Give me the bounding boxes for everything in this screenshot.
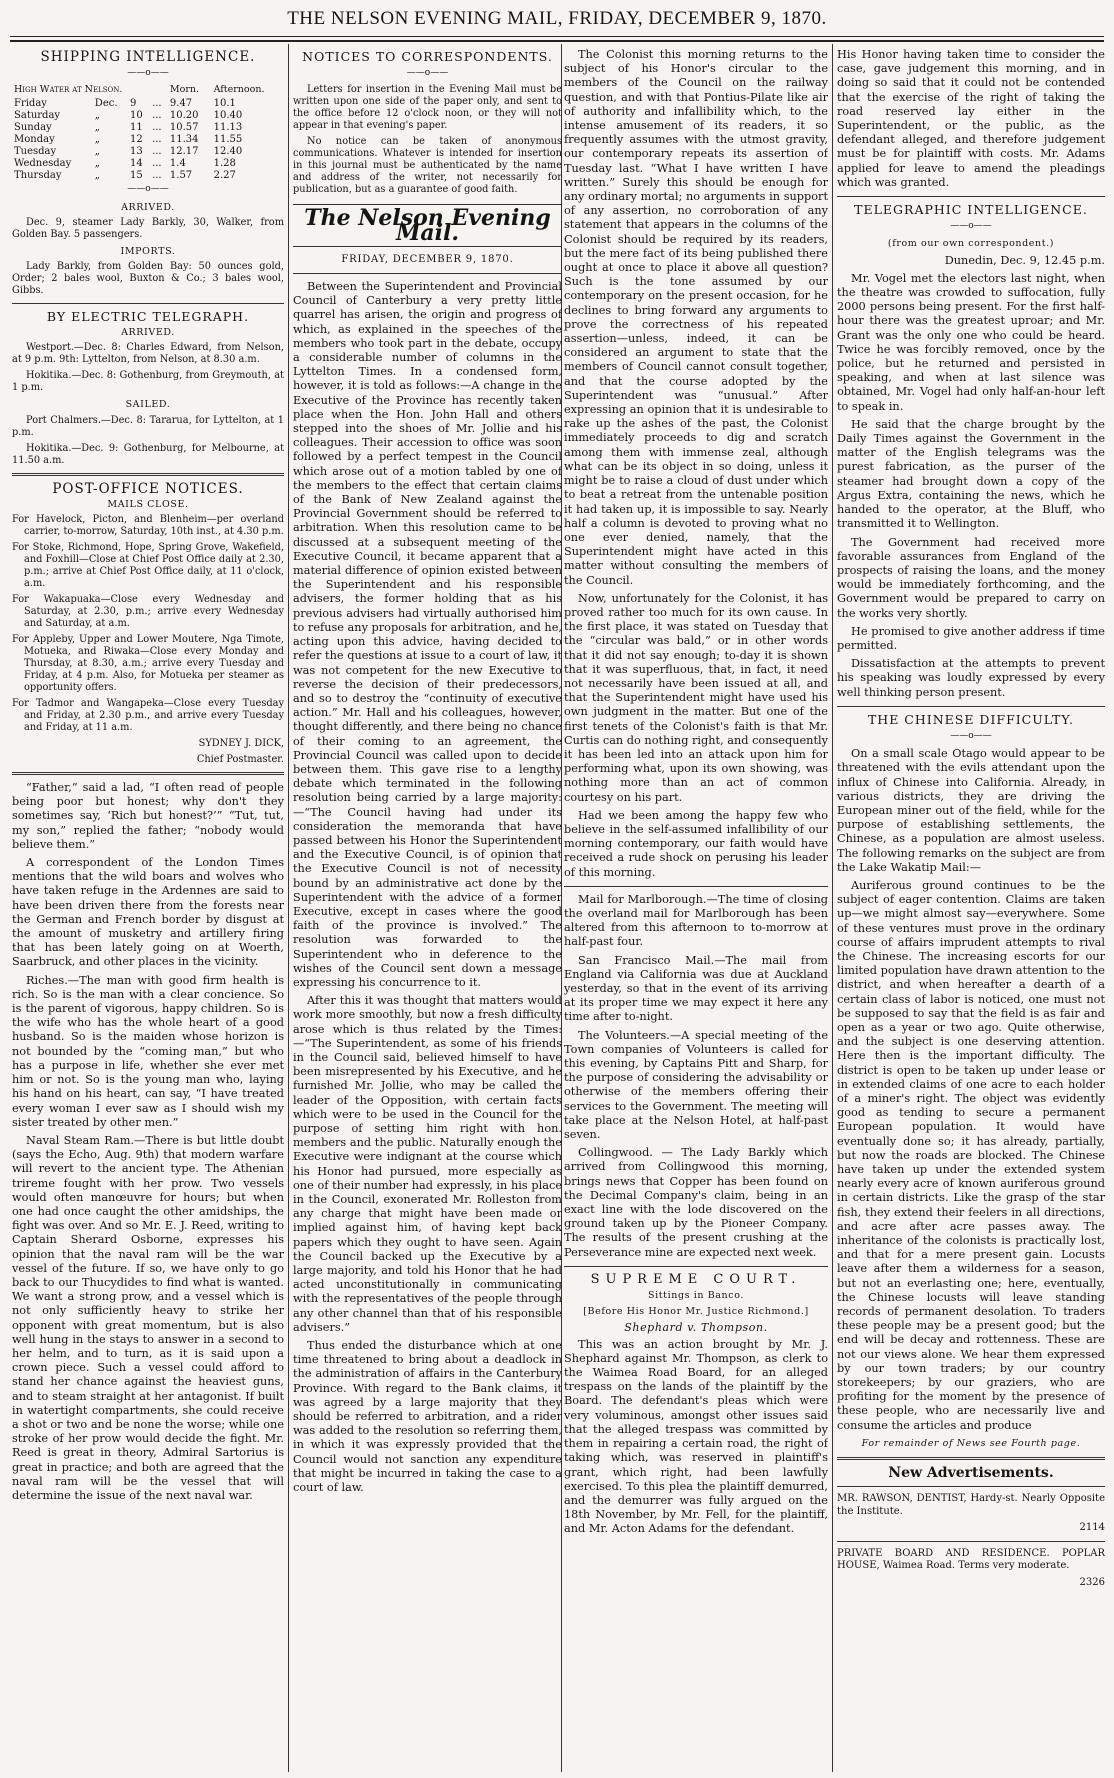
tide-cell: 12.17 <box>169 146 199 158</box>
column-divider <box>832 44 833 1772</box>
tide-cell: 10.40 <box>213 110 243 122</box>
paragraph: The Government had received more favorable assurances from England of the prospects of raising the loans, and the money would be immediately forthcoming, and the Government would be prepared to carry on the works very shortly. <box>837 535 1105 620</box>
tide-cell: 2.27 <box>213 170 236 182</box>
tide-table <box>12 84 284 182</box>
telegraphic-dateline: Dunedin, Dec. 9, 12.45 p.m. <box>944 253 1105 267</box>
tide-cell: 14 <box>130 158 143 170</box>
paragraph: Naval Steam Ram.—There is but little doubt (says the Echo, Aug. 9th) that modern warfare will revert to the ancient type. The Athenian trireme fought with her prow. Two vessels would often manœuvre for hours; but when one had once caught the other amidships, the fight was over. And so Mr. E. J. Reed, writing to Captain Sherard Osborne, expresses his opinion that the naval ram will be the war vessel of the future. If so, we have only to go back to our Thucydides to find what is wanted. We want a strong prow, and a vessel which is not only sufficiently heavy to strike her opponent with great momentum, but is also well hung in the stays to answer in a second to her helm, and to turn, as it is said upon a crown piece. Such a vessel could afford to stand her chance against the heaviest guns, and to steam straight at her antagonist. If built in watertight compartments, she could receive a shot or two and be none the worse; while one stroke of her prow would decide the fight. Mr. Reed is great in theory, Admiral Sartorius is great in practice; and both are agreed that the naval ram will be the vessel that will determine the issue of the next naval war. <box>12 1133 284 1502</box>
tide-row <box>12 122 284 134</box>
tide-row <box>12 146 284 158</box>
tide-cell: ... <box>152 146 162 158</box>
tide-cell: Sunday <box>14 122 52 134</box>
news-item: Mail for Marlborough.—The time of closing the overland mail for Marlborough has been altered from this afternoon to to-morrow at half-past four. <box>564 892 828 949</box>
divider <box>837 1486 1105 1487</box>
ad-dentist: MR. RAWSON, DENTIST, Hardy-st. Nearly Opposite the Institute. <box>837 1493 1105 1517</box>
court-case: Shephard v. Thompson. <box>624 1321 768 1335</box>
paragraph: Between the Superintendent and Provincial Council of Canterbury a very pretty little quarrel has arisen, the origin and progress of which, as explained in the speeches of the members who took part in the debate, occupy a considerable number of columns in the Lyttelton Times. In a condensed form, however, it is told as follows:—A change in the Executive of the Province has recently taken place when the Hon. John Hall and others stepped into the shoes of Mr. Jollie and his colleagues. Their accession to office was soon followed by a perfect tempest in the Council which arose out of a motion tabled by one of the members to the effect that certain claims of the Bank of New Zealand against the Provincial Government should be referred to arbitration. When this resolution came to be discussed at a subsequent meeting of the Executive Council, it became apparent that a material difference of opinion existed between the Superintendent and his responsible advisers, the former holding that as his previous advisers had virtually authorised him to refuse any proposals for arbitration, and he, acting upon this advice, having decided to refer the questions at issue to a court of law, it was not competent for the new Executive to reverse the decision of their predecessors, and so to destroy the “continuity of executive action.” Mr. Hall and his colleagues, however, thought differently, and there being no chance of their coming to an agreement, the Provincial Council was called upon to decide between them. This gave rise to a lengthy debate which terminated in the following resolution being carried by a large majority:—“The Council having had under its consideration the memoranda that have passed between his Honor the Superintendent and the Executive Council, is of opinion that the Executive Council is not of necessity bound by an administrative act done by the Superintendent with the advice of a former Executive, except in cases where the good faith of the province is involved.” The resolution was forwarded to the Superintendent who in deference to the wishes of the Council sent down a message expressing his concurrence to it. <box>293 280 562 989</box>
tide-cell: „ <box>94 122 100 134</box>
tide-cell: ... <box>152 134 162 146</box>
court-before: [Before His Honor Mr. Justice Richmond.] <box>583 1306 809 1318</box>
column-3 <box>564 48 828 1773</box>
column-4 <box>837 48 1105 1773</box>
divider <box>837 706 1105 707</box>
tide-cell: ... <box>152 158 162 170</box>
court-sittings: Sittings in Banco. <box>648 1290 744 1302</box>
divider <box>837 1541 1105 1542</box>
divider <box>12 772 284 775</box>
ads-title: New Advertisements. <box>888 1465 1054 1482</box>
ad-board: PRIVATE BOARD AND RESIDENCE. POPLAR HOUSE, Waimea Road. Terms very moderate. <box>837 1547 1105 1572</box>
divider <box>293 273 562 274</box>
tide-row <box>12 158 284 170</box>
paragraph: Dissatisfaction at the attempts to prevent his speaking was loudly expressed by every well thinking person present. <box>837 657 1105 699</box>
masthead-rule <box>10 36 1104 37</box>
paragraph: Auriferous ground continues to be the subject of eager contention. Claims are taken up—we might almost say—everywhere. Some of these ventures must prove in the ordinary course of affairs imprudent attempts to rival the Chinese. The increasing escorts for our limited population have drawn attention to the district, and when hereafter a dearth of a certain class of labor is noticed, one must not be supposed to say that the field is as fair and open as a year or two ago. Quite otherwise, and the subject is one deserving attention. Here then is the important difficulty. The district is open to be taken up under lease or in extended claims of one acre to each holder of a miner's right. The object was evidently good as tending to secure a permanent European population. It would have eventually done so; it has already, partially, but now the roads are blocked. The Chinese have taken up under the extended system nearly every acre of known auriferous ground in certain districts. Like the grasp of the star fish, they extend their feelers in all directions, and acre after acre passes away. The inheritance of the colonists is practically lost, and that for a mere present gain. Locusts leave after them a wilderness for a season, but not an everlasting one; here, eventually, the Chinese locusts will leave standing records of permanent desolation. To traders these people may be a present good; but the end will be decay and rottenness. These are not our views alone. We hear them expressed by our town traders; by our country storekeepers; by our graziers, who are profiting for the moment by the presence of these people, who are necessarily live and consume the articles and produce <box>837 878 1105 1432</box>
column-divider <box>288 44 289 1772</box>
divider <box>837 1457 1105 1460</box>
tide-cell: 12 <box>130 134 143 146</box>
ad-number: 2326 <box>1079 1576 1105 1588</box>
telegraphic-source: (from our own correspondent.) <box>887 238 1055 250</box>
sailed-item: Hokitika.—Dec. 9: Gothenburg, for Melbourne, at 11.50 a.m. <box>12 442 284 466</box>
tel-arrived-item: Westport.—Dec. 8: Charles Edward, from Nelson, at 9 p.m. 9th: Lyttelton, from Nelson, at 8.30 a.m. <box>12 342 284 366</box>
masthead: THE NELSON EVENING MAIL, FRIDAY, DECEMBER 9, 1870. <box>287 8 827 29</box>
dash-ornament: ——o—— <box>127 68 169 79</box>
paragraph: He said that the charge brought by the Daily Times against the Government in the matter of the English telegrams was the purest fabrication, as the purser of the steamer had brought down a copy of the Argus Extra, containing the news, which he handed to the operator, at the Bluff, who transmitted it to Wellington. <box>837 417 1105 531</box>
tide-row <box>12 98 284 110</box>
tide-cell: „ <box>94 158 100 170</box>
tide-cell: ... <box>152 110 162 122</box>
notice: No notice can be taken of anonymous communications. Whatever is intended for insertion in this journal must be authenticated by the name and address of the writer, not necessarily for publication, but as a guarantee of good faith. <box>293 136 562 196</box>
mail-item: For Havelock, Picton, and Blenheim—per overland carrier, to-morrow, Saturday, 10th inst., at 4.30 p.m. <box>12 514 284 538</box>
shipping-title: SHIPPING INTELLIGENCE. <box>40 49 256 65</box>
sailed-label: SAILED. <box>125 399 171 411</box>
tide-cell: 10.20 <box>169 110 199 122</box>
dash-ornament: ——o—— <box>406 68 449 79</box>
mail-item: For Stoke, Richmond, Hope, Spring Grove, Wakefield, and Foxhill—Close at Chief Post Office daily at 2.30, p.m.; arrive at Chief Post Office daily, at 11 o'clock, a.m. <box>12 542 284 590</box>
tide-cell: 11.34 <box>169 134 199 146</box>
paragraph: After this it was thought that matters would work more smoothly, but now a fresh difficulty arose which is thus related by the Times:—“The Superintendent, as some of his friends in the Council said, believed himself to have been misrepresented by his Executive, and he furnished Mr. Jollie, who may be called the leader of the Opposition, with certain facts which were to be used in the Council for the purpose of setting him right with hon. members and the public. Naturally enough the Executive were indignant at the course which his Honor had pursued, more especially as one of their number had expressly, in his place in the Council, exonerated Mr. Rolleston from any charge that might have been made or implied against him, of having kept back papers which they ought to have seen. Again the Council backed up the Executive by a large majority, and told his Honor that he had acted unconstitutionally in communicating with the representatives of the people through any other channel than that of his responsible advisers.” <box>293 994 562 1334</box>
tide-cell: 1.28 <box>213 158 236 170</box>
tide-cell: 12.40 <box>213 146 243 158</box>
divider <box>12 473 284 476</box>
imports-label: IMPORTS. <box>120 245 176 257</box>
sailed-item: Port Chalmers.—Dec. 8: Tararua, for Lyttelton, at 1 p.m. <box>12 414 284 438</box>
dash-ornament: ——o—— <box>127 184 169 195</box>
paragraph: Had we been among the happy few who believe in the self-assumed infallibility of our morning contemporary, our faith would have received a rude shock on perusing his leader of this morning. <box>564 808 828 879</box>
tide-cell: „ <box>94 134 100 146</box>
paragraph: Thus ended the disturbance which at one time threatened to bring about a deadlock in the administration of affairs in the Canterbury Province. With regard to the Bank claims, it was agreed by a large majority that they should be referred to arbitration, and a rider was added to the resolution so referring them, in which it was expressly provided that the Council would not sanction any expenditure that might be incurred in taking the case to a court of law. <box>293 1339 562 1495</box>
signer: SYDNEY J. DICK, <box>198 738 284 750</box>
tide-cell: 11.13 <box>213 122 243 134</box>
tide-cell: 9 <box>130 98 137 110</box>
tide-row <box>12 110 284 122</box>
flag-title: The Nelson Evening Mail. <box>293 204 562 246</box>
tide-cell: 1.4 <box>169 158 186 170</box>
tide-cell: 10.1 <box>213 98 236 110</box>
column-2 <box>293 48 562 1773</box>
tide-cell: „ <box>94 170 100 182</box>
mails-close-label: MAILS CLOSE. <box>107 498 189 510</box>
mail-item: For Tadmor and Wangapeka—Close every Tuesday and Friday, at 2.30 p.m., and arrive every Tuesday and Friday, at 11 a.m. <box>12 698 284 734</box>
court-continued: His Honor having taken time to consider the case, gave judgement this morning, and in doing so said that it could not be contended that the exercise of the right of taking the road reserved lay either in the Superintendent, or the public, as the defendant alleged, and therefore judgement must be for plaintiff with costs. Mr. Adams applied for leave to amend the pleadings which was granted. <box>837 48 1105 189</box>
tide-cell: Dec. <box>94 98 118 110</box>
tide-header: Morn. <box>169 84 200 96</box>
tide-cell: 10.57 <box>169 122 199 134</box>
divider <box>564 886 828 887</box>
paragraph: On a small scale Otago would appear to be threatened with the evils attendant upon the influx of Chinese into California. Already, in various districts, they are driving the European miner out of the field, while for the purpose of establishing settlements, the Chinese, as a population are almost useless. The following remarks on the subject are from the Lake Wakatip Mail:— <box>837 747 1105 874</box>
tide-cell: ... <box>152 122 162 134</box>
tide-cell: Tuesday <box>14 146 57 158</box>
paragraph: Now, unfortunately for the Colonist, it has proved rather too much for its own cause. In the first place, it was stated on Tuesday that the “circular was bald,” or in other words that it did not say enough; to-day it is shown that it was superfluous, that, in fact, it need not necessarily have been issued at all, and that the Superintendent might have used his own judgment in the matter. But one of the first tenets of the Colonist's faith is that Mr. Curtis can do nothing right, and consequently it has been led into an attack upon him for performing what, upon its own showing, was nothing more than an act of common courtesy on his part. <box>564 591 828 804</box>
tel-arrived-label: ARRIVED. <box>121 327 175 339</box>
tide-cell: 15 <box>130 170 143 182</box>
tide-header-row <box>12 84 284 98</box>
tide-cell: Saturday <box>14 110 61 122</box>
paragraph: Mr. Vogel met the electors last night, when the theatre was crowded to suffocation, fully 2000 persons being present. For the first half-hour there was the greatest uproar; and Mr. Grant was the only one who could be heard. Twice he was forcibly removed, once by the police, but he returned and persisted in speaking, and when at last silence was obtained, Mr. Vogel had only half-an-hour left to speak in. <box>837 271 1105 413</box>
postoffice-title: POST-OFFICE NOTICES. <box>52 480 244 497</box>
dash-ornament: ——o—— <box>950 730 992 741</box>
court-title: SUPREME COURT. <box>590 1271 802 1287</box>
dash-ornament: ——o—— <box>950 221 992 232</box>
chinese-title: THE CHINESE DIFFICULTY. <box>867 711 1075 727</box>
tide-cell: 9.47 <box>169 98 193 110</box>
news-item: The Volunteers.—A special meeting of the Town companies of Volunteers is called for this evening, by Captains Pitt and Sharp, for the purpose of considering the advisability or otherwise of the members offering their services to the Government. The meeting will take place at the Nelson Hotel, at half-past seven. <box>564 1028 828 1142</box>
ad-number: 2114 <box>1079 1522 1105 1534</box>
arrived-label: ARRIVED. <box>121 201 175 213</box>
tide-cell: Monday <box>14 134 55 146</box>
mail-item: For Wakapuaka—Close every Wednesday and Saturday, at 2.30, p.m.; arrive every Wednesday and Saturday, at a.m. <box>12 594 284 630</box>
masthead-rule-double <box>10 40 1104 42</box>
column-1 <box>12 48 284 1773</box>
tide-header: High Water at Nelson. <box>14 84 123 96</box>
divider <box>837 196 1105 197</box>
tide-cell: Thursday <box>14 170 62 182</box>
tide-cell: ... <box>152 170 162 182</box>
tide-cell: 11 <box>130 122 143 134</box>
divider <box>12 303 284 304</box>
signer-title: Chief Postmaster. <box>196 754 284 766</box>
divider <box>564 1266 828 1267</box>
news-item: Collingwood. — The Lady Barkly which arrived from Collingwood this morning, brings news that Copper has been found on the Decimal Company's claim, being in an exact line with the lode discovered on the ground taken up by the Pioneer Company. The results of the present crushing at the Perseverance mine are expected next week. <box>564 1146 828 1259</box>
remainder-note: For remainder of News see Fourth page. <box>861 1437 1081 1449</box>
tide-row <box>12 170 284 182</box>
telegraphic-title: TELEGRAPHIC INTELLIGENCE. <box>854 202 1088 218</box>
tide-cell: 13 <box>130 146 143 158</box>
tel-arrived-item: Hokitika.—Dec. 8: Gothenburg, from Greymouth, at 1 p.m. <box>12 370 284 394</box>
dateline: FRIDAY, DECEMBER 9, 1870. <box>341 253 514 265</box>
paragraph: “Father,” said a lad, “I often read of people being poor but honest; why don't they sometimes say, ‘Rich but honest?’” “Tut, tut, my son,” replied the father; “nobody would believe them.” <box>12 781 284 851</box>
arrived-text: Dec. 9, steamer Lady Barkly, 30, Walker, from Golden Bay. 5 passengers. <box>12 216 284 240</box>
tide-cell: ... <box>152 98 162 110</box>
paragraph: Riches.—The man with good firm health is rich. So is the man with a clear concience. So is the parent of vigorous, happy children. So is the wife who has the whole heart of a good husband. So is the maiden whose horizon is not bounded by the “coming man,” but who has a purpose in life, whether she ever met him or not. So is the young man who, laying his hand on his heart, can say, “I have treated every woman I ever saw as I should wish my sister treated by other men.” <box>12 973 284 1129</box>
tide-cell: „ <box>94 146 100 158</box>
paragraph: The Colonist this morning returns to the subject of his Honor's circular to the members of the Council on the railway question, and with that Pontius-Pilate like air of authority and infallibility which, to the intense amusement of its readers, it so frequently assumes with the utmost gravity, our contemporary repeats its assertion of Tuesday last. “What I have written I have written.” Surely this should be enough for any ordinary mortal; no arguments in support of any assertion, no corroboration of any statement that appears in the columns of the Colonist should be required by its readers, but the mere fact of its being published there ought at once to place it above all question? Such is the tone assumed by our contemporary on the present occasion, for he declines to bring forward any arguments to prove the correctness of his repeated assertion—unless, indeed, it can be considered an argument to state that the members of Council cannot consult together, and that the course adopted by the Superintendent was “unusual.” After expressing an opinion that it is undesirable to rake up the ashes of the past, the Colonist immediately proceeds to dig and scratch among them with immense zeal, although what can be its object in so doing, unless it might be to raise a cloud of dust under which to beat a retreat from the untenable position it had taken up, it is impossible to say. Nearly half a column is devoted to proving what no one ever denied, namely, that the Superintendent might have acted in this matter without consulting the members of the Council. <box>564 48 828 587</box>
tide-cell: Wednesday <box>14 158 72 170</box>
tide-header: Afternoon. <box>213 84 265 96</box>
tide-cell: 11.55 <box>213 134 243 146</box>
notices-title: NOTICES TO CORRESPONDENTS. <box>302 49 553 64</box>
tide-cell: „ <box>94 110 100 122</box>
paragraph: He promised to give another address if time permitted. <box>837 624 1105 652</box>
tide-row <box>12 134 284 146</box>
imports-text: Lady Barkly, from Golden Bay: 50 ounces gold, Order; 2 bales wool, Buxton & Co.; 3 bales wool, Gibbs. <box>12 261 284 297</box>
paragraph: A correspondent of the London Times mentions that the wild boars and wolves who have taken refuge in the Ardennes are said to have been driven there from the forests near the German and French border by disgust at the amount of musketry and artillery firing that has been lately going on at Woerth, Saarbruck, and other places in the vicinity. <box>12 856 284 969</box>
notice: Letters for insertion in the Evening Mail must be written upon one side of the paper only, and sent to the office before 12 o'clock noon, or they will not appear in that evening's paper. <box>293 84 562 132</box>
court-text: This was an action brought by Mr. J. Shephard against Mr. Thompson, as clerk to the Waimea Road Board, for an alleged trespass on the lands of the plaintiff by the Board. The defendant's pleas which were very voluminous, amongst other issues said that the alleged trespass was committed by them in repairing a certain road, the right of taking which, was reserved in plaintiff's grant, which right, had been lawfully exercised. To this plea the plaintiff demurred, and the demurrer was fully argued on the 18th November, by Mr. Fell, for the plaintiff, and Mr. Acton Adams for the defendant. <box>564 1337 828 1536</box>
news-item: San Francisco Mail.—The mail from England via California was due at Auckland yesterday, so that in the event of its arriving at its proper time we may expect it here any time after to-night. <box>564 953 828 1024</box>
tide-cell: 1.57 <box>169 170 193 182</box>
tide-cell: Friday <box>14 98 47 110</box>
tide-cell: 10 <box>130 110 143 122</box>
mail-item: For Appleby, Upper and Lower Moutere, Nga Timote, Motueka, and Riwaka—Close every Monday and Thursday, at 8.30, a.m.; arrive every Tuesday and Friday, at 4 p.m. Also, for Motueka per steamer as opportunity offers. <box>12 634 284 694</box>
telegraph-title: BY ELECTRIC TELEGRAPH. <box>46 309 250 325</box>
